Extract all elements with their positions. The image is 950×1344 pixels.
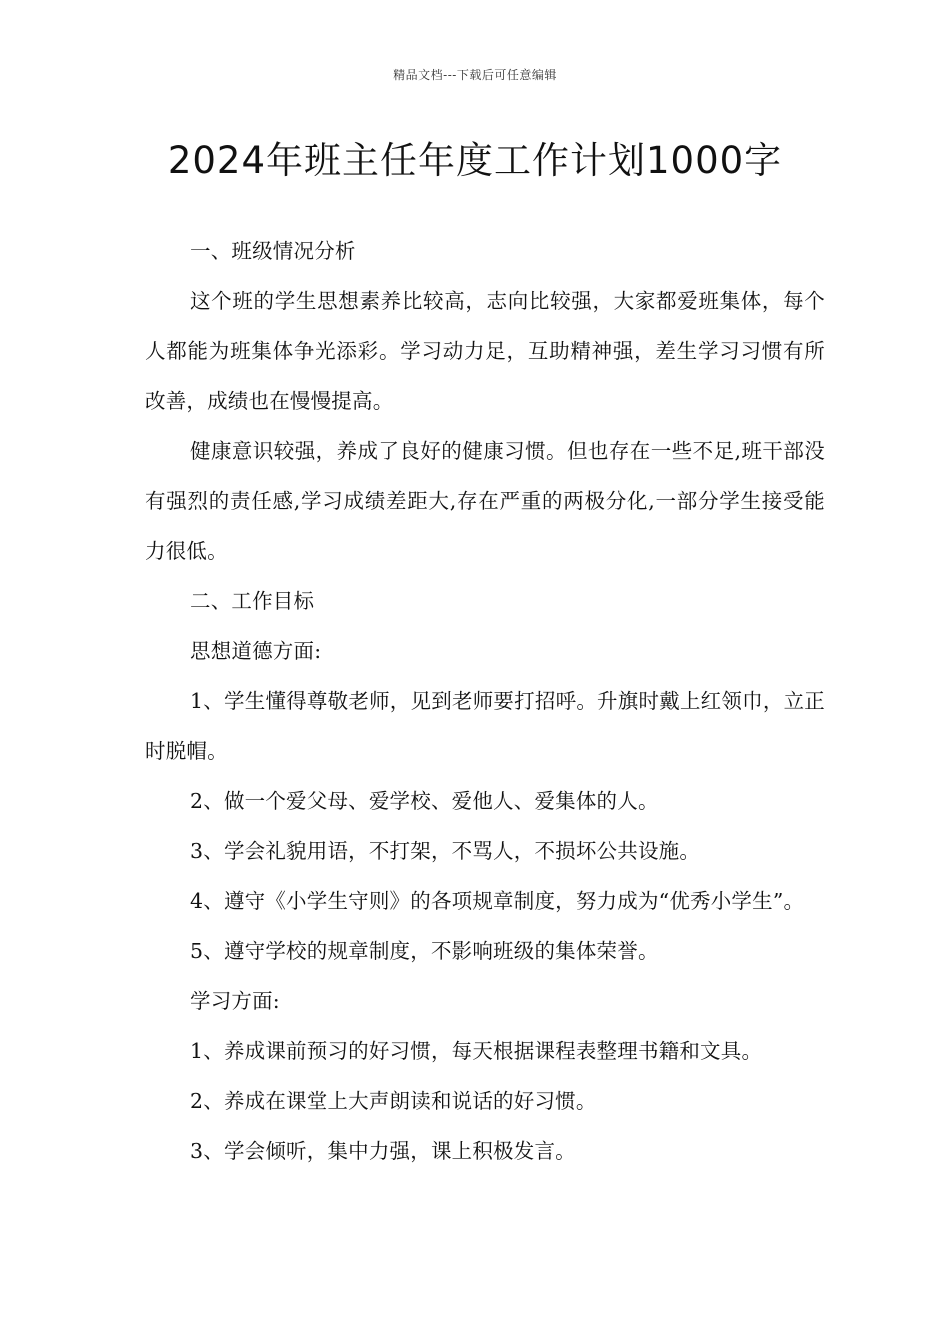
list-item-moral-1: 1、学生懂得尊敬老师，见到老师要打招呼。升旗时戴上红领巾，立正时脱帽。 [145, 689, 825, 763]
list-item-study-2: 2、养成在课堂上大声朗读和说话的好习惯。 [190, 1089, 597, 1113]
subheading-study: 学习方面: [190, 989, 280, 1013]
paragraph-class-overview: 这个班的学生思想素养比较高，志向比较强，大家都爱班集体，每个人都能为班集体争光添彩。学习动力足，互助精神强，差生学习习惯有所改善，成绩也在慢慢提高。 [145, 289, 825, 413]
document-body [145, 226, 825, 1176]
list-item-study-1: 1、养成课前预习的好习惯，每天根据课程表整理书籍和文具。 [190, 1039, 763, 1063]
subheading-moral-education: 思想道德方面: [190, 639, 322, 663]
paragraph-health-and-shortcomings: 健康意识较强，养成了良好的健康习惯。但也存在一些不足,班干部没有强烈的责任感,学习成绩差距大,存在严重的两极分化,一部分学生接受能力很低。 [145, 439, 825, 563]
list-item-moral-5: 5、遵守学校的规章制度，不影响班级的集体荣誉。 [190, 939, 659, 963]
list-item-study-3: 3、学会倾听，集中力强，课上积极发言。 [190, 1139, 576, 1163]
list-item-moral-4: 4、遵守《小学生守则》的各项规章制度，努力成为“优秀小学生”。 [190, 889, 805, 913]
document-title: 2024年班主任年度工作计划1000字 [167, 139, 783, 182]
section-heading-class-analysis: 一、班级情况分析 [190, 239, 356, 263]
list-item-moral-2: 2、做一个爱父母、爱学校、爱他人、爱集体的人。 [190, 789, 659, 813]
header-note: 精品文档---下载后可任意编辑 [393, 68, 557, 82]
list-item-moral-3: 3、学会礼貌用语，不打架，不骂人，不损坏公共设施。 [190, 839, 701, 863]
section-heading-work-goals: 二、工作目标 [190, 589, 315, 613]
